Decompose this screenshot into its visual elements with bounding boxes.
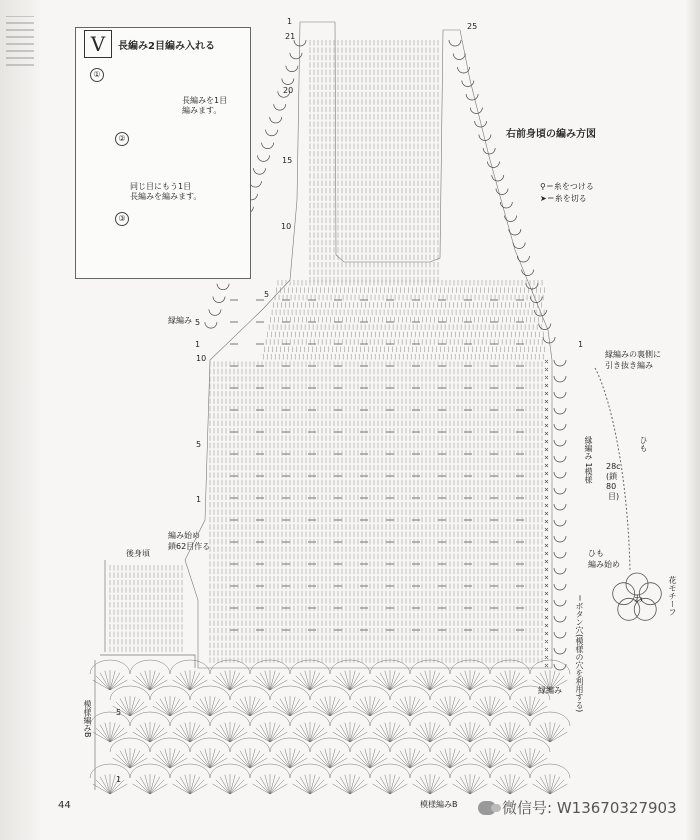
- step-1-number: ①: [90, 68, 104, 82]
- edging-pattern-label: 縁編み 1模様: [584, 436, 593, 484]
- step-2-number: ②: [115, 132, 129, 146]
- thread-join-text: ＝糸をつける: [545, 182, 594, 191]
- watermark-text: 微信号: W13670327903: [502, 799, 677, 817]
- row-number: 25: [467, 22, 478, 31]
- legend-title: 長編み2目編み入れる: [118, 41, 215, 52]
- slip-stitch-label-2: 引き抜き編み: [605, 361, 653, 370]
- thread-cut-legend: ➤＝糸を切る: [540, 194, 587, 203]
- flower-center-label: わ: [634, 595, 644, 605]
- cord-detail-4: 目): [608, 492, 620, 501]
- button-hole-note: ＝ボタン穴(模様の穴を利用する): [575, 594, 584, 713]
- row-number: 15: [282, 156, 293, 165]
- row-number: 5: [264, 290, 270, 299]
- cord-detail-3: 80: [606, 482, 617, 491]
- row-number: 1: [116, 775, 122, 784]
- pattern-b-bottom-label: 模様編みB: [420, 800, 458, 809]
- start-label-1: 編み始め: [168, 531, 200, 540]
- back-panel-label: 後身頃: [126, 549, 150, 558]
- row-number: 1: [196, 495, 202, 504]
- start-label-2: 鎖62目作る: [168, 542, 211, 551]
- cord-detail-2: (鎖: [606, 472, 618, 481]
- row-number: 5: [196, 440, 202, 449]
- cord-start-label-2: 編み始め: [588, 560, 620, 569]
- cord-start-label-1: ひも: [588, 549, 604, 558]
- step-3-number: ③: [115, 212, 129, 226]
- legend-box: [75, 27, 251, 279]
- row-number: 21: [285, 32, 296, 41]
- row-number: 5: [195, 318, 201, 327]
- watermark: [478, 797, 677, 818]
- page-number: 44: [58, 800, 71, 811]
- step-1-text-line-2: 編みます。: [182, 106, 222, 115]
- edging-bottom-label: 縁編み: [538, 686, 562, 695]
- edging-label-top: 縁編み: [168, 316, 192, 325]
- single-crochet-column: [545, 360, 548, 667]
- slip-stitch-label-1: 縁編みの裏側に: [605, 350, 661, 359]
- step-2-text-line-1: 同じ目にもう1目: [130, 182, 192, 191]
- fan-pattern-b: [90, 660, 570, 794]
- row-number: 10: [196, 354, 207, 363]
- thread-join-legend: ⚲＝糸をつける: [540, 182, 594, 191]
- cord-label: ひも: [639, 436, 648, 452]
- row-number: 1: [578, 340, 584, 349]
- row-number: 10: [281, 222, 292, 231]
- front-edging: [554, 360, 566, 670]
- step-2-text-line-2: 長編みを編みます。: [130, 192, 202, 201]
- row-number: 5: [116, 708, 122, 717]
- cord-detail-1: 28c: [606, 462, 621, 471]
- wechat-icon: [478, 801, 496, 815]
- pattern-b-side-label: 模様編みB: [83, 700, 92, 738]
- flower-motif-label: 花モチーフ: [668, 576, 677, 616]
- row-number: 1: [195, 340, 201, 349]
- v-stitch-symbol: V: [84, 30, 112, 58]
- row-number: 1: [287, 17, 293, 26]
- step-1-text-line-1: 長編みを1目: [182, 96, 228, 105]
- diagram-title: 右前身頃の編み方図: [506, 129, 596, 140]
- row-number: 20: [283, 86, 294, 95]
- thread-cut-text: ＝糸を切る: [546, 194, 587, 203]
